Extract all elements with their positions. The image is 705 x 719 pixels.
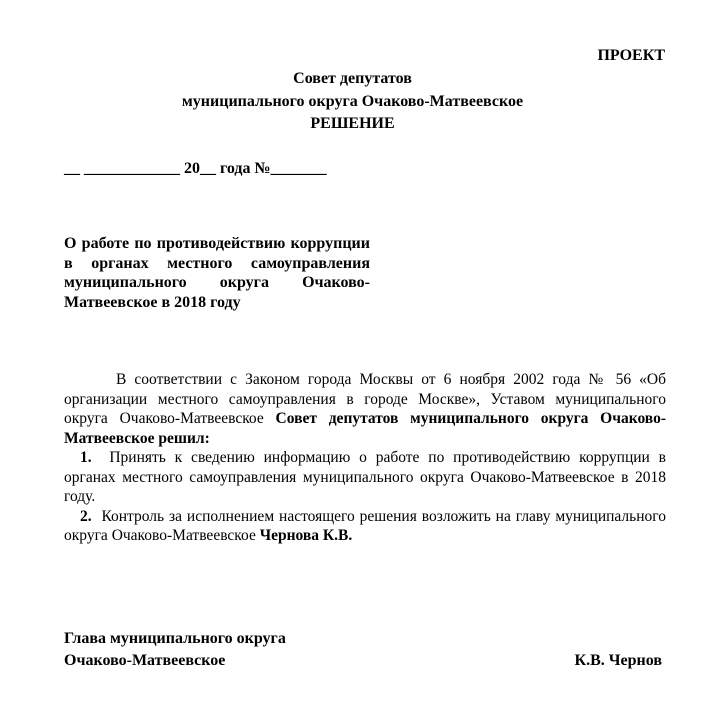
signatory-title-line-2: Очаково-Матвеевское bbox=[64, 652, 226, 669]
signatory-title-line-1: Глава муниципального округа bbox=[64, 630, 286, 647]
decision-subject: О работе по противодействию коррупции в органах местного самоуправления муниципального округа Очаково-Матвеевское в 2018 году bbox=[64, 235, 370, 311]
preamble-resolution: Совет депутатов муниципального округа Очаково-Матвеевское решил: bbox=[64, 410, 666, 447]
decision-body bbox=[64, 370, 666, 546]
org-name-line-2: муниципального округа Очаково-Матвеевское bbox=[181, 93, 524, 110]
item-1-text: Принять к сведению информацию о работе по противодействию коррупции в органах местного самоуправления муниципального округа Очаково-Матвеевское в 2018 году. bbox=[64, 449, 666, 505]
decision-item-2 bbox=[64, 507, 666, 546]
preamble-text: В соответствии с Законом города Москвы от 6 ноября 2002 года № 56 «Об организации местного самоуправления в городе Москве», Уставом муниципального округа Очаково-Матвеевское bbox=[64, 371, 666, 427]
item-2-person: Чернова К.В. bbox=[259, 527, 353, 544]
item-1-number: 1. bbox=[80, 449, 92, 466]
date-number-line: __ ____________ 20__ года №_______ bbox=[64, 160, 327, 177]
document-type-title: РЕШЕНИЕ bbox=[310, 115, 395, 132]
item-2-number: 2. bbox=[80, 507, 92, 525]
decision-item-1 bbox=[64, 448, 666, 507]
signatory-name: К.В. Чернов bbox=[574, 652, 662, 669]
draft-label: ПРОЕКТ bbox=[597, 47, 665, 64]
org-name-line-1: Совет депутатов bbox=[293, 70, 412, 87]
preamble-paragraph bbox=[64, 370, 666, 448]
item-2-text: Контроль за исполнением настоящего решения возложить на главу муниципального округа Очаково-Матвеевское bbox=[64, 507, 666, 544]
